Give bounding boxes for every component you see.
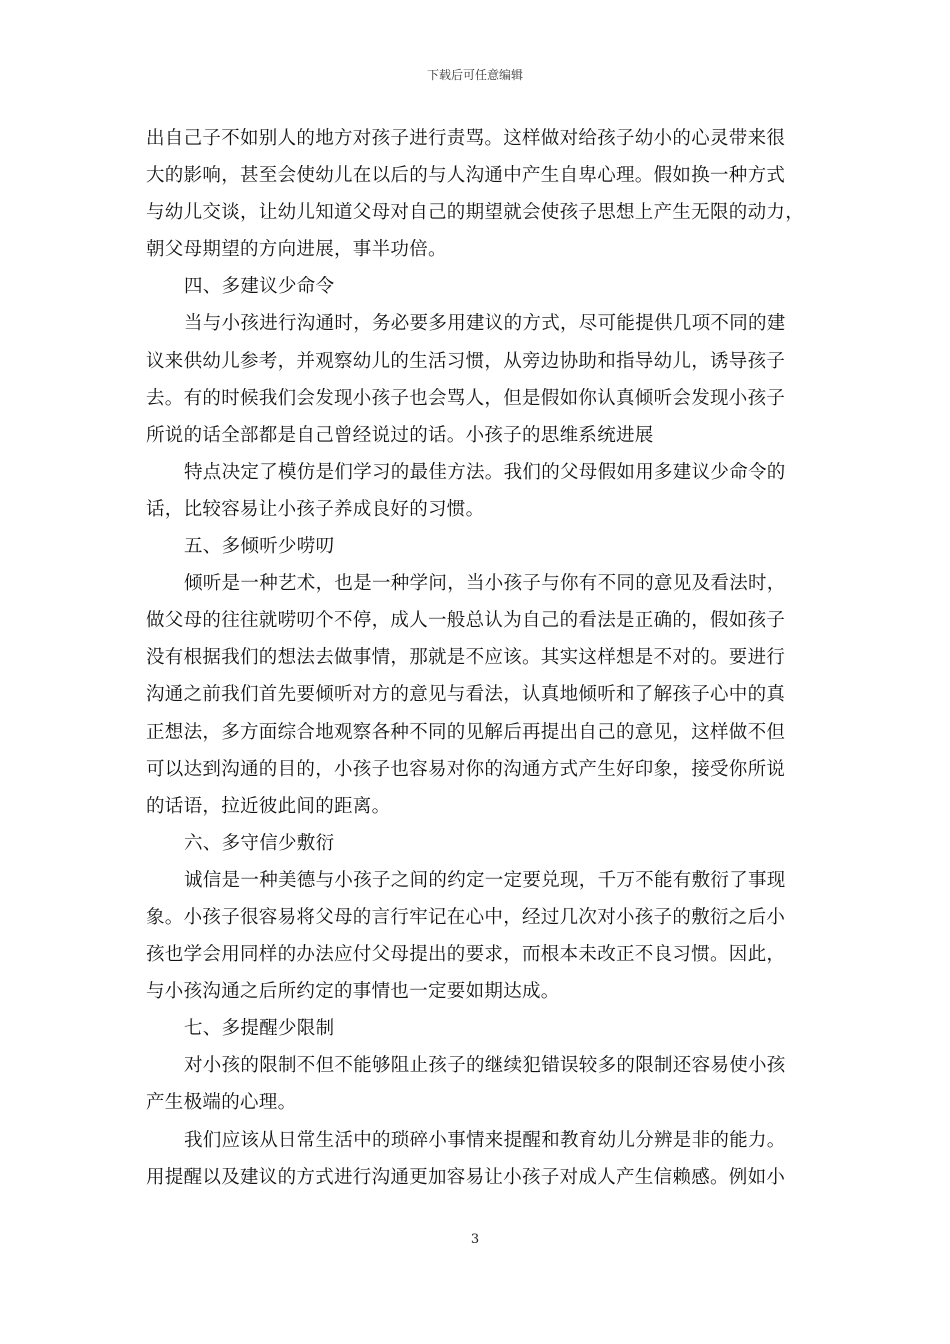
body-line: 出自己子不如别人的地方对孩子进行责骂。这样做对给孩子幼小的心灵带来很 <box>146 128 786 149</box>
body-line: 沟通之前我们首先要倾听对方的意见与看法，认真地倾听和了解孩子心中的真 <box>146 684 786 706</box>
paragraph-first-line: 对小孩的限制不但不能够阻止孩子的继续犯错误较多的限制还容易使小孩 <box>184 1055 786 1077</box>
paragraph-first-line: 特点决定了模仿是们学习的最佳方法。我们的父母假如用多建议少命令的 <box>184 461 786 483</box>
body-line: 没有根据我们的想法去做事情，那就是不应该。其实这样想是不对的。要进行 <box>146 647 786 669</box>
section-heading: 四、多建议少命令 <box>184 276 335 298</box>
paragraph-first-line: 我们应该从日常生活中的琐碎小事情来提醒和教育幼儿分辨是非的能力。 <box>184 1129 786 1151</box>
document-body <box>146 120 810 1196</box>
paragraph-first-line: 诚信是一种美德与小孩子之间的约定一定要兑现，千万不能有敷衍了事现 <box>184 869 786 891</box>
body-line: 朝父母期望的方向进展，事半功倍。 <box>146 239 447 261</box>
body-line: 孩也学会用同样的办法应付父母提出的要求，而根本未改正不良习惯。因此， <box>146 944 786 966</box>
section-heading: 五、多倾听少唠叨 <box>184 536 335 558</box>
body-line: 可以达到沟通的目的，小孩子也容易对你的沟通方式产生好印象，接受你所说 <box>146 758 786 780</box>
paragraph-first-line: 当与小孩进行沟通时，务必要多用建议的方式，尽可能提供几项不同的建 <box>184 313 786 335</box>
body-line: 做父母的往往就唠叨个不停，成人一般总认为自己的看法是正确的，假如孩子 <box>146 610 786 632</box>
body-line: 产生极端的心理。 <box>146 1092 297 1114</box>
body-line: 象。小孩子很容易将父母的言行牢记在心中，经过几次对小孩子的敷衍之后小 <box>146 906 786 928</box>
body-line: 正想法，多方面综合地观察各种不同的见解后再提出自己的意见，这样做不但 <box>146 721 786 743</box>
page-number: 3 <box>470 1232 480 1247</box>
section-heading: 七、多提醒少限制 <box>184 1018 335 1040</box>
body-line: 话，比较容易让小孩子养成良好的习惯。 <box>146 498 485 520</box>
body-line: 与幼儿交谈，让幼儿知道父母对自己的期望就会使孩子思想上产生无限的动力， <box>146 202 805 224</box>
page-header: 下载后可任意编辑 <box>426 68 523 82</box>
body-line: 的话语，拉近彼此间的距离。 <box>146 795 391 817</box>
paragraph-first-line: 倾听是一种艺术，也是一种学问，当小孩子与你有不同的意见及看法时， <box>184 573 786 595</box>
body-line: 所说的话全部都是自己曾经说过的话。小孩子的思维系统进展 <box>146 424 654 446</box>
body-line: 与小孩沟通之后所约定的事情也一定要如期达成。 <box>146 981 560 1003</box>
body-line: 用提醒以及建议的方式进行沟通更加容易让小孩子对成人产生信赖感。例如小 <box>146 1166 786 1188</box>
body-line: 议来供幼儿参考，并观察幼儿的生活习惯，从旁边协助和指导幼儿，诱导孩子 <box>146 350 786 372</box>
body-line: 去。有的时候我们会发现小孩子也会骂人，但是假如你认真倾听会发现小孩子 <box>146 387 786 409</box>
body-line: 大的影响，甚至会使幼儿在以后的与人沟通中产生自卑心理。假如换一种方式 <box>146 165 786 187</box>
section-heading: 六、多守信少敷衍 <box>184 832 335 854</box>
